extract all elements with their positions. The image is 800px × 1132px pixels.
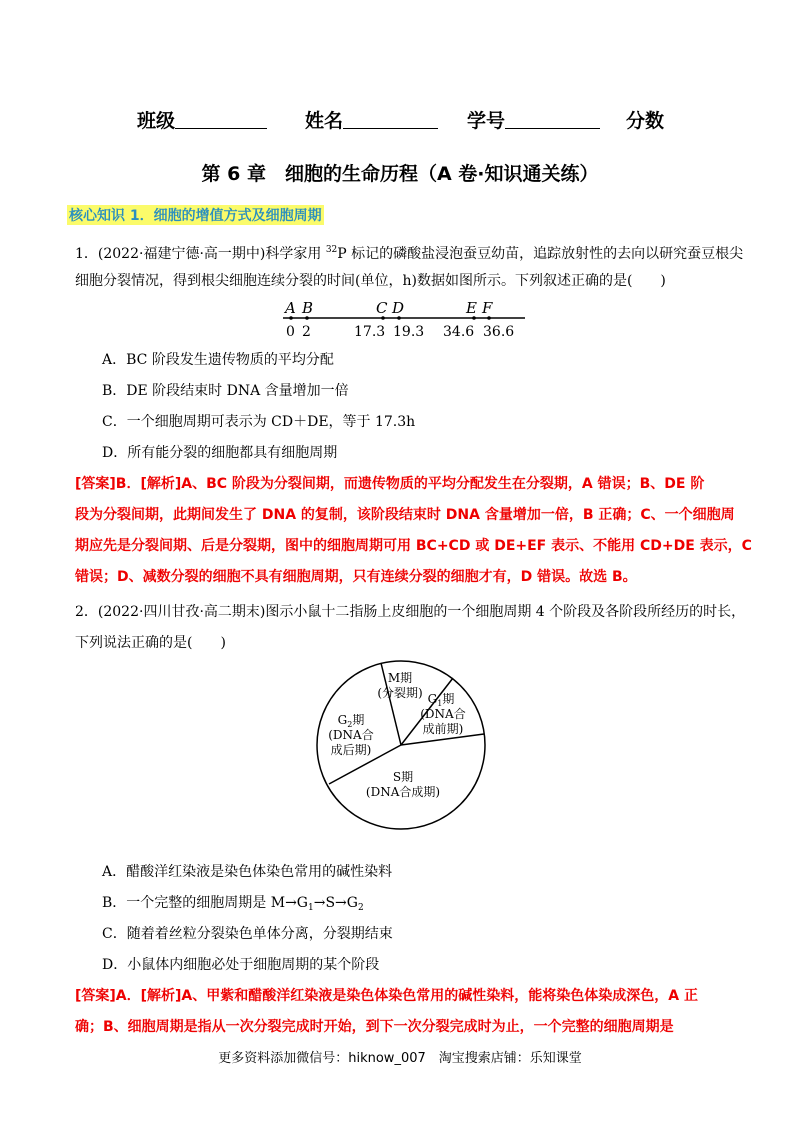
q2-option-d: D．小鼠体内细胞必处于细胞周期的某个阶段 [102, 957, 380, 973]
pie-g1-sub1: (DNA合 [420, 707, 466, 721]
class-label: 班级 [137, 110, 176, 132]
q2-answer-line1: [答案]A．[解析]A、甲紫和醋酸洋红染液是染色体染色常用的碱性染料，能将染色体染成深色，A 正 [75, 988, 698, 1004]
timeline-value-36-6: 36.6 [483, 324, 515, 340]
timeline-value-0: 0 [286, 324, 295, 340]
class-field [137, 106, 267, 133]
timeline-value-17-3: 17.3 [354, 324, 386, 340]
q1-stem-line1 [75, 235, 743, 270]
class-blank [175, 110, 267, 129]
q1-stem-post: P 标记的磷酸盐浸泡蚕豆幼苗，追踪放射性的去向以研究蚕豆根尖 [337, 246, 744, 262]
q2-option-b-mid: →S→G [313, 895, 358, 911]
section-heading: 核心知识 1．细胞的增值方式及细胞周期 [67, 205, 324, 225]
q2-option-b-sub1: 1 [308, 903, 314, 913]
timeline-letter-f: F [482, 299, 493, 317]
pie-g1-sub2: 成前期) [422, 722, 464, 736]
pie-g1-label: $G_1$期 [427, 692, 455, 708]
q1-answer-line2: 段为分裂间期，此期间发生了 DNA 的复制，该阶段结束时 DNA 含量增加一倍，B 正确；C、一个细胞周 [75, 507, 735, 523]
q1-stem-pre: 1．(2022·福建宁德·高一期中)科学家用 [75, 246, 326, 262]
timeline-letter-b: B [302, 299, 314, 317]
q1-timeline-figure [275, 296, 535, 342]
q1-superscript: 32 [325, 245, 338, 255]
timeline-letter-c: C [376, 299, 388, 317]
pie-s-label: S期 [392, 770, 414, 784]
id-field [467, 106, 600, 133]
id-label: 学号 [467, 110, 506, 132]
pie-m-label: M期 [387, 671, 413, 685]
name-field [305, 106, 438, 133]
pie-g2-sub1: (DNA合 [328, 728, 374, 742]
page-title: 第 6 章 细胞的生命历程（A 卷·知识通关练） [201, 163, 599, 185]
q1-answer-line4: 错误；D、减数分裂的细胞不具有细胞周期，只有连续分裂的细胞才有，D 错误。故选 B。 [75, 569, 637, 585]
timeline-letter-d: D [392, 299, 405, 317]
q1-option-b: B．DE 阶段结束时 DNA 含量增加一倍 [102, 383, 349, 399]
timeline-value-19-3: 19.3 [393, 324, 425, 340]
q2-answer-line2: 确；B、细胞周期是指从一次分裂完成时开始，到下一次分裂完成时为止，一个完整的细胞周期是 [75, 1019, 674, 1035]
pie-g2-label: $G_2$期 [337, 713, 365, 729]
q1-answer-line3: 期应先是分裂间期、后是分裂期，图中的细胞周期可用 BC+CD 或 DE+EF 表示、不能用 CD+DE 表示，C [75, 538, 752, 554]
id-blank [505, 110, 600, 129]
q2-option-c: C．随着着丝粒分裂染色单体分离，分裂期结束 [102, 926, 393, 942]
name-blank [343, 110, 438, 129]
q1-option-a: A．BC 阶段发生遗传物质的平均分配 [102, 352, 334, 368]
q2-cell-cycle-pie [315, 654, 490, 834]
q1-stem-line2: 细胞分裂情况，得到根尖细胞连续分裂的时间(单位，h)数据如图所示。下列叙述正确的是( ) [75, 273, 666, 289]
page-footer: 更多资料添加微信号：hiknow_007 淘宝搜索店铺：乐知课堂 [218, 1051, 582, 1066]
pie-m-sub: (分裂期) [377, 686, 423, 700]
q2-option-b-sub2: 2 [357, 903, 364, 913]
score-label: 分数 [626, 110, 665, 132]
timeline-value-2: 2 [302, 324, 311, 340]
name-label: 姓名 [305, 110, 344, 132]
pie-s-sub: (DNA合成期) [365, 785, 441, 799]
timeline-value-34-6: 34.6 [443, 324, 475, 340]
pie-g2-sub2: 成后期) [330, 743, 372, 757]
q1-option-c: C．一个细胞周期可表示为 CD＋DE，等于 17.3h [102, 414, 416, 430]
q2-option-a: A．醋酸洋红染液是染色体染色常用的碱性染料 [102, 864, 393, 880]
timeline-letter-a: A [285, 299, 296, 317]
q2-option-b-pre: B．一个完整的细胞周期是 M→G [102, 895, 308, 911]
timeline-letter-e: E [466, 299, 477, 317]
q2-stem-line2: 下列说法正确的是( ) [75, 635, 226, 651]
q1-option-d: D．所有能分裂的细胞都具有细胞周期 [102, 445, 338, 461]
q2-option-b [102, 892, 364, 913]
q2-stem-line1: 2．(2022·四川甘孜·高二期末)图示小鼠十二指肠上皮细胞的一个细胞周期 4 个阶段及各阶段所经历的时长， [75, 604, 746, 620]
q1-answer-line1: [答案]B．[解析]A、BC 阶段为分裂间期，而遗传物质的平均分配发生在分裂期，A 错误；B、DE 阶 [75, 476, 705, 492]
